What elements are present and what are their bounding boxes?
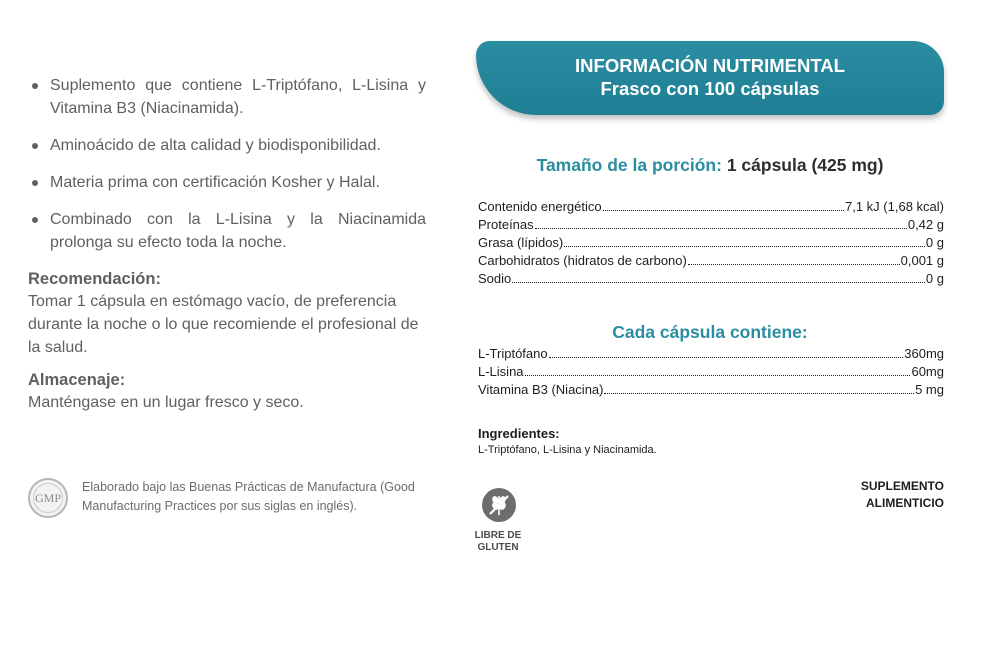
gluten-line-1: LIBRE DE: [474, 530, 522, 541]
row-value: 0 g: [925, 271, 944, 286]
row-value: 60mg: [911, 364, 944, 379]
gmp-text: Elaborado bajo las Buenas Prácticas de Manufactura (Good Manufacturing Practices por sus siglas en inglés).: [82, 480, 415, 513]
leader-dots: [688, 263, 900, 265]
row-label: L-Lisina: [478, 364, 524, 379]
ingredients-text: L-Triptófano, L-Lisina y Niacinamida.: [478, 444, 657, 456]
list-item: [28, 208, 426, 254]
bullet-dot-icon: [32, 217, 38, 223]
capsule-table: [478, 345, 944, 399]
gmp-seal-icon: GMP: [28, 478, 68, 518]
row-label: Proteínas: [478, 217, 534, 232]
row-value: 5 mg: [915, 382, 944, 397]
feature-text: Combinado con la L-Lisina y la Niacinamida prolonga su efecto toda la noche.: [50, 211, 426, 251]
row-value: 360mg: [904, 346, 944, 361]
table-row: [478, 381, 944, 399]
leader-dots: [535, 227, 907, 229]
row-value: 0,001 g: [900, 253, 944, 268]
row-value: 0 g: [925, 235, 944, 250]
supplement-line-2: ALIMENTICIO: [866, 496, 944, 510]
table-row: [478, 252, 944, 270]
table-row: [478, 234, 944, 252]
portion-value: 1 cápsula (425 mg): [726, 155, 884, 175]
feature-list: [28, 74, 426, 254]
gmp-notice: [28, 478, 428, 522]
leader-dots: [564, 245, 925, 247]
leader-dots: [549, 356, 904, 358]
row-value: 0,42 g: [907, 217, 944, 232]
gluten-free-label: [468, 530, 528, 554]
recommendation-heading: Recomendación:: [28, 270, 161, 288]
list-item: [28, 134, 426, 157]
row-label: L-Triptófano: [478, 346, 548, 361]
row-label: Contenido energético: [478, 199, 602, 214]
row-label: Grasa (lípidos): [478, 235, 564, 250]
feature-text: Suplemento que contiene L-Triptófano, L-Lisina y Vitamina B3 (Niacinamida).: [50, 77, 426, 117]
row-label: Vitamina B3 (Niacina): [478, 382, 604, 397]
leader-dots: [603, 209, 844, 211]
bullet-dot-icon: [32, 180, 38, 186]
gluten-free-icon: [482, 488, 516, 522]
storage-text: Manténgase en un lugar fresco y seco.: [28, 394, 304, 411]
row-value: 7,1 kJ (1,68 kcal): [845, 199, 944, 214]
table-row: [478, 198, 944, 216]
list-item: [28, 171, 426, 194]
table-row: [478, 345, 944, 363]
banner-subtitle: Frasco con 100 cápsulas: [600, 78, 820, 99]
row-label: Sodio: [478, 271, 512, 286]
list-item: [28, 74, 426, 120]
table-row: [478, 270, 944, 288]
storage-heading: Almacenaje:: [28, 371, 126, 389]
nutrition-table: [478, 198, 944, 288]
portion-label: Tamaño de la porción:: [536, 155, 722, 175]
bullet-dot-icon: [32, 143, 38, 149]
capsule-heading: Cada cápsula contiene:: [612, 322, 808, 342]
gluten-line-2: GLUTEN: [477, 542, 519, 553]
nutrition-banner: [476, 41, 944, 115]
leader-dots: [604, 392, 914, 394]
row-label: Carbohidratos (hidratos de carbono): [478, 253, 687, 268]
feature-text: Aminoácido de alta calidad y biodisponibilidad.: [50, 137, 381, 154]
bullet-dot-icon: [32, 83, 38, 89]
table-row: [478, 363, 944, 381]
ingredients-heading: Ingredientes:: [478, 426, 560, 441]
portion-size: [476, 155, 944, 176]
supplement-line-1: SUPLEMENTO: [860, 479, 944, 493]
banner-title: INFORMACIÓN NUTRIMENTAL: [575, 55, 845, 76]
table-row: [478, 216, 944, 234]
supplement-label: [850, 478, 944, 512]
recommendation-text: Tomar 1 cápsula en estómago vacío, de preferencia durante la noche o lo que recomiende el profesional de la salud.: [28, 293, 419, 356]
leader-dots: [512, 281, 925, 283]
feature-text: Materia prima con certificación Kosher y Halal.: [50, 174, 380, 191]
left-column: [28, 74, 426, 424]
leader-dots: [525, 374, 911, 376]
